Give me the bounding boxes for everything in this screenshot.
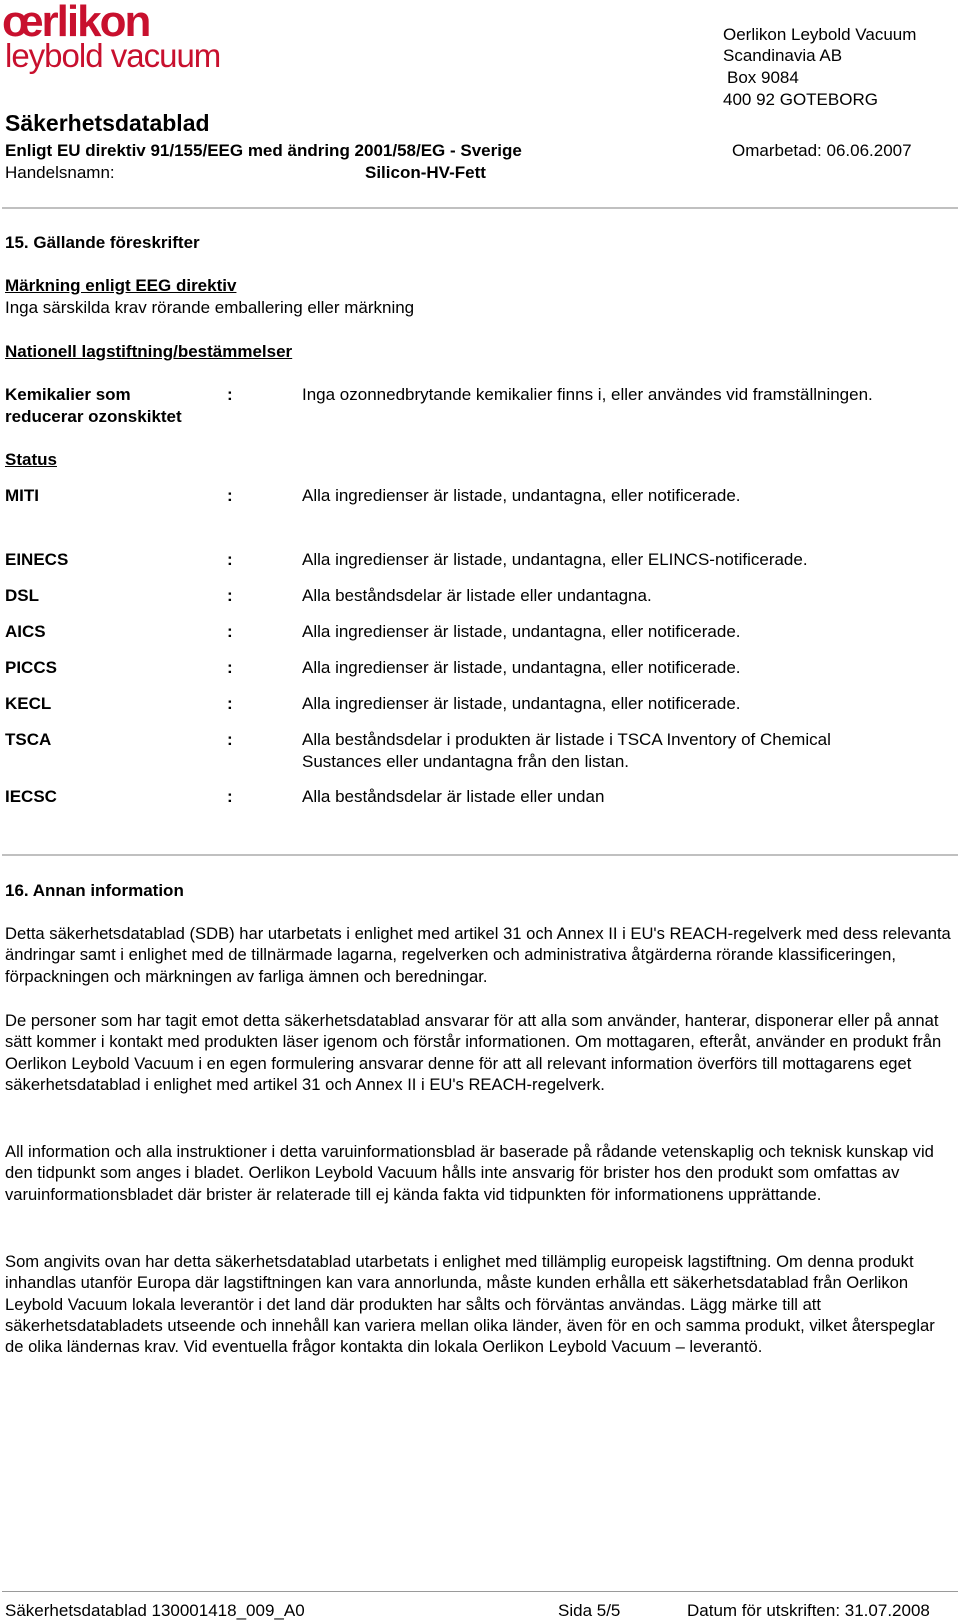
status-colon: :: [227, 658, 233, 677]
status-label-tsca: TSCA: [5, 730, 52, 749]
info-paragraph-4: Som angivits ovan har detta säkerhetsdatablad utarbetats i enlighet med tillämplig europeisk lagstiftning. Om denna produkt inhandlas utanför Europa där lagstiftningen kan vara annorlunda, måste kunden erhålla ett säkerhetsdatablad från Oerlikon Leybold Vacuum lokala leverantör i det land där produkten har sålts och förväntas användas. Lägg märke till att säkerhetsdatabladets utseende och innehåll kan variera mellan olika länder, även för en och samma produkt, vilket återspeglar de olika ländernas krav. Vid eventuella frågor kontakta din lokala Oerlikon Leybold Vacuum – leverantö.: [5, 1252, 935, 1357]
status-colon: :: [227, 550, 233, 569]
section-15-title: 15. Gällande föreskrifter: [5, 233, 200, 252]
logo-oerlikon: œrlikon: [2, 0, 150, 46]
status-colon: :: [227, 486, 233, 505]
company-line-3: Box 9084: [727, 68, 799, 87]
ozone-colon: :: [227, 385, 233, 404]
footer-doc-id: Säkerhetsdatablad 130001418_009_A0: [5, 1601, 305, 1620]
status-colon: :: [227, 694, 233, 713]
status-value-dsl: Alla beståndsdelar är listade eller undantagna.: [302, 586, 652, 605]
marking-text: Inga särskilda krav rörande emballering eller märkning: [5, 298, 415, 317]
status-value-iecsc: Alla beståndsdelar är listade eller undan: [302, 787, 605, 806]
status-label-miti: MITI: [5, 486, 39, 505]
company-line-4: 400 92 GOTEBORG: [723, 90, 878, 109]
status-colon: :: [227, 622, 233, 641]
logo-leybold-vacuum: leybold vacuum: [5, 37, 221, 74]
national-heading: Nationell lagstiftning/bestämmelser: [5, 342, 293, 361]
status-value-aics: Alla ingredienser är listade, undantagna, eller notificerade.: [302, 622, 741, 641]
status-label-einecs: EINECS: [5, 550, 69, 569]
footer-print-date: Datum för utskriften: 31.07.2008: [687, 1601, 930, 1620]
info-paragraph-1: Detta säkerhetsdatablad (SDB) har utarbetats i enlighet med artikel 31 och Annex II i EU's REACH-regelverk med dess relevanta ändringar samt i enlighet med de tillnärmade lagarna, regelverken och administrativa åtgärderna rörande klassificeringen, förpackningen och märkningen av farliga ämnen och beredningar.: [5, 924, 951, 986]
divider-middle: [2, 854, 958, 856]
status-heading: Status: [5, 450, 57, 469]
status-label-kecl: KECL: [5, 694, 52, 713]
status-label-iecsc: IECSC: [5, 787, 57, 806]
document-title: Säkerhetsdatablad: [5, 110, 210, 136]
status-colon: :: [227, 730, 233, 749]
status-colon: :: [227, 586, 233, 605]
trade-name-label: Handelsnamn:: [5, 163, 115, 182]
status-value-piccs: Alla ingredienser är listade, undantagna, eller notificerade.: [302, 658, 741, 677]
directive-line: Enligt EU direktiv 91/155/EEG med ändring 2001/58/EG - Sverige: [5, 141, 522, 160]
status-label-dsl: DSL: [5, 586, 39, 605]
trade-name-value: Silicon-HV-Fett: [365, 163, 486, 182]
revised-date: Omarbetad: 06.06.2007: [732, 141, 912, 160]
divider-top: [2, 207, 958, 209]
ozone-label-line-1: Kemikalier som: [5, 385, 131, 404]
status-colon: :: [227, 787, 233, 806]
status-label-aics: AICS: [5, 622, 46, 641]
status-value-tsca-line-2: Sustances eller undantagna från den listan.: [302, 752, 630, 771]
status-value-kecl: Alla ingredienser är listade, undantagna, eller notificerade.: [302, 694, 741, 713]
status-value-tsca-line-1: Alla beståndsdelar i produkten är listade i TSCA Inventory of Chemical: [302, 730, 831, 749]
ozone-value: Inga ozonnedbrytande kemikalier finns i, eller användes vid framställningen.: [302, 385, 873, 404]
marking-heading: Märkning enligt EEG direktiv: [5, 276, 237, 295]
info-paragraph-2: De personer som har tagit emot detta säkerhetsdatablad ansvarar för att alla som använder, hanterar, disponerar eller på annat sätt kommer i kontakt med produkten läser igenom och förstår informationen. Om mottagaren, efteråt, använder en produkt från Oerlikon Leybold Vacuum i en egen formulering ansvarar denne för att all relevant information överförs till mottagarens eget säkerhetsdatablad i enlighet med artikel 31 och Annex II i EU's REACH-regelverk.: [5, 1011, 942, 1094]
info-paragraph-3: All information och alla instruktioner i detta varuinformationsblad är baserade på rådande vetenskaplig och teknisk kunskap vid den tidpunkt som anges i bladet. Oerlikon Leybold Vacuum hålls inte ansvarig för brister hos den produkt som omfattas av varuinformationsbladet där brister är relaterade till ej kända fakta vid tidpunkten för informationens upprättande.: [5, 1142, 934, 1204]
section-16-title: 16. Annan information: [5, 881, 184, 900]
footer-page-number: Sida 5/5: [558, 1601, 621, 1620]
company-line-2: Scandinavia AB: [723, 46, 843, 65]
ozone-label-line-2: reducerar ozonskiktet: [5, 407, 182, 426]
status-value-einecs: Alla ingredienser är listade, undantagna, eller ELINCS-notificerade.: [302, 550, 808, 569]
status-label-piccs: PICCS: [5, 658, 57, 677]
company-line-1: Oerlikon Leybold Vacuum: [723, 25, 917, 44]
divider-footer: [2, 1591, 958, 1592]
status-value-miti: Alla ingredienser är listade, undantagna, eller notificerade.: [302, 486, 741, 505]
